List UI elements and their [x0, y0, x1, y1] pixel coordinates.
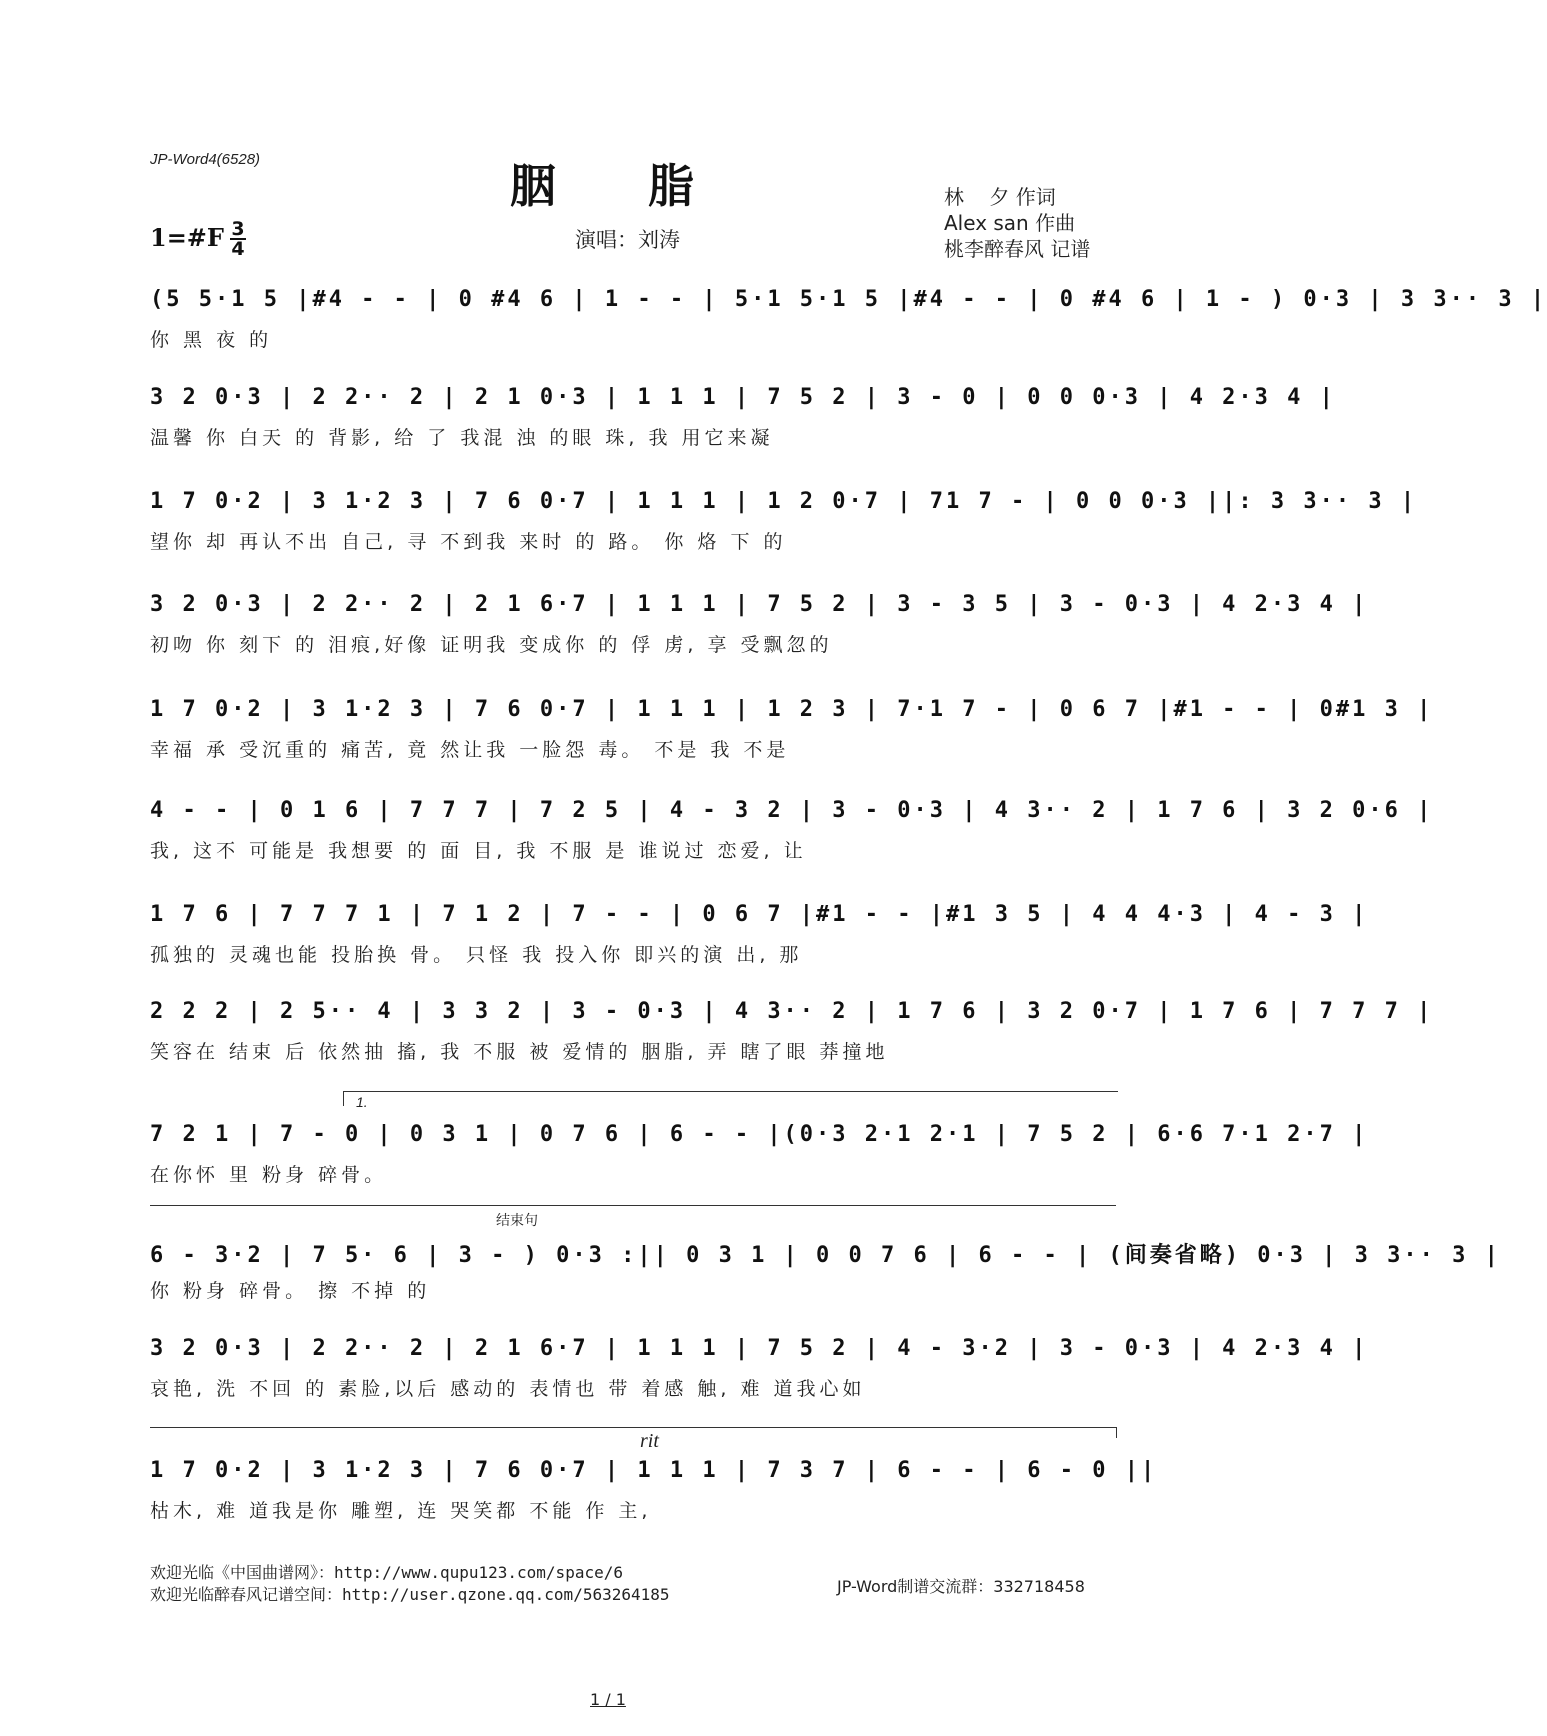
- lyric-line: 幸福 承 受沉重的 痛苦, 竟 然让我 一脸怨 毒。 不是 我 不是: [150, 739, 790, 761]
- footer-group: JP-Word制谱交流群：332718458: [837, 1577, 1085, 1596]
- lyric-line: 哀艳, 洗 不回 的 素脸,以后 感动的 表情也 带 着感 触, 难 道我心如: [150, 1378, 866, 1400]
- notation-line: 4 - - | 0 1 6 | 7 7 7 | 7 2 5 | 4 - 3 2 | 3 - 0·3 | 4 3·· 2 | 1 7 6 | 3 2 0·6 |: [150, 798, 1434, 823]
- lyric-line: 我, 这不 可能是 我想要 的 面 目, 我 不服 是 谁说过 恋爱, 让: [150, 840, 807, 862]
- notation-line: 3 2 0·3 | 2 2·· 2 | 2 1 6·7 | 1 1 1 | 7 5 2 | 3 - 3 5 | 3 - 0·3 | 4 2·3 4 |: [150, 592, 1369, 617]
- rit-mark: rit: [640, 1430, 659, 1452]
- notation-line: 3 2 0·3 | 2 2·· 2 | 2 1 0·3 | 1 1 1 | 7 5 2 | 3 - 0 | 0 0 0·3 | 4 2·3 4 |: [150, 385, 1336, 410]
- lyric-line: 枯木, 难 道我是你 雕塑, 连 哭笑都 不能 作 主,: [150, 1500, 652, 1522]
- software-label: JP-Word4(6528): [150, 151, 261, 168]
- time-signature-bottom: 4: [231, 238, 245, 260]
- composer: Alex san 作曲: [944, 211, 1076, 235]
- notation-line: 6 - 3·2 | 7 5· 6 | 3 - ) 0·3 :|| 0 3 1 | 0 0 7 6 | 6 - - | (间奏省略) 0·3 | 3 3·· 3 |: [150, 1243, 1501, 1268]
- lyric-line: 你 黑 夜 的: [150, 329, 273, 351]
- ending-label: 结束句: [496, 1212, 538, 1228]
- lyric-line: 温馨 你 白天 的 背影, 给 了 我混 浊 的眼 珠, 我 用它来凝: [150, 427, 774, 449]
- notation-line: 1 7 0·2 | 3 1·2 3 | 7 6 0·7 | 1 1 1 | 1 2 3 | 7·1 7 - | 0 6 7 |#1 - - | 0#1 3 |: [150, 697, 1434, 722]
- notation-line: 1 7 0·2 | 3 1·2 3 | 7 6 0·7 | 1 1 1 | 7 3 7 | 6 - - | 6 - 0 ||: [150, 1458, 1158, 1483]
- volta-bracket: [343, 1091, 1118, 1106]
- notation-line: 2 2 2 | 2 5·· 4 | 3 3 2 | 3 - 0·3 | 4 3·· 2 | 1 7 6 | 3 2 0·7 | 1 7 6 | 7 7 7 |: [150, 999, 1434, 1024]
- footer-links: [150, 1562, 670, 1606]
- transcriber: 桃李醉春风 记谱: [944, 237, 1091, 261]
- lyric-line: 在你怀 里 粉身 碎骨。: [150, 1164, 388, 1186]
- time-signature-top: 3: [231, 218, 245, 240]
- notation-line: 1 7 0·2 | 3 1·2 3 | 7 6 0·7 | 1 1 1 | 1 2 0·7 | 71 7 - | 0 0 0·3 ||: 3 3·· 3 |: [150, 489, 1418, 514]
- final-rule: [150, 1427, 1117, 1438]
- notation-line: 1 7 6 | 7 7 7 1 | 7 1 2 | 7 - - | 0 6 7 |#1 - - |#1 3 5 | 4 4 4·3 | 4 - 3 |: [150, 902, 1369, 927]
- page-number: 1 / 1: [590, 1690, 626, 1709]
- notation-line: 3 2 0·3 | 2 2·· 2 | 2 1 6·7 | 1 1 1 | 7 5 2 | 4 - 3·2 | 3 - 0·3 | 4 2·3 4 |: [150, 1336, 1369, 1361]
- ending-rule: [150, 1205, 1116, 1206]
- lyric-line: 孤独的 灵魂也能 投胎换 骨。 只怪 我 投入你 即兴的演 出, 那: [150, 944, 803, 966]
- credits: [944, 184, 1090, 262]
- time-signature: [228, 220, 248, 258]
- volta-label: 1.: [356, 1094, 368, 1110]
- footer-link-qzone[interactable]: 欢迎光临醉春风记谱空间：http://user.qzone.qq.com/563264185: [150, 1585, 670, 1604]
- notation-line: (5 5·1 5 |#4 - - | 0 #4 6 | 1 - - | 5·1 5·1 5 |#4 - - | 0 #4 6 | 1 - ) 0·3 | 3 3·· 3 |: [150, 287, 1547, 312]
- lyric-line: 望你 却 再认不出 自己, 寻 不到我 来时 的 路。 你 烙 下 的: [150, 531, 787, 553]
- key-signature: 1=#F: [150, 223, 224, 252]
- singer: 演唱：刘涛: [575, 228, 680, 252]
- lyricist: 林 夕 作词: [944, 185, 1056, 209]
- notation-line: 7 2 1 | 7 - 0 | 0 3 1 | 0 7 6 | 6 - - |(0·3 2·1 2·1 | 7 5 2 | 6·6 7·1 2·7 |: [150, 1122, 1369, 1147]
- lyric-line: 你 粉身 碎骨。 擦 不掉 的: [150, 1280, 431, 1302]
- song-title: 胭脂: [510, 159, 786, 213]
- lyric-line: 笑容在 结束 后 依然抽 搐, 我 不服 被 爱情的 胭脂, 弄 瞎了眼 莽撞地: [150, 1041, 889, 1063]
- footer-link-qupu[interactable]: 欢迎光临《中国曲谱网》：http://www.qupu123.com/space/6: [150, 1563, 623, 1582]
- lyric-line: 初吻 你 刻下 的 泪痕,好像 证明我 变成你 的 俘 虏, 享 受飘忽的: [150, 634, 833, 656]
